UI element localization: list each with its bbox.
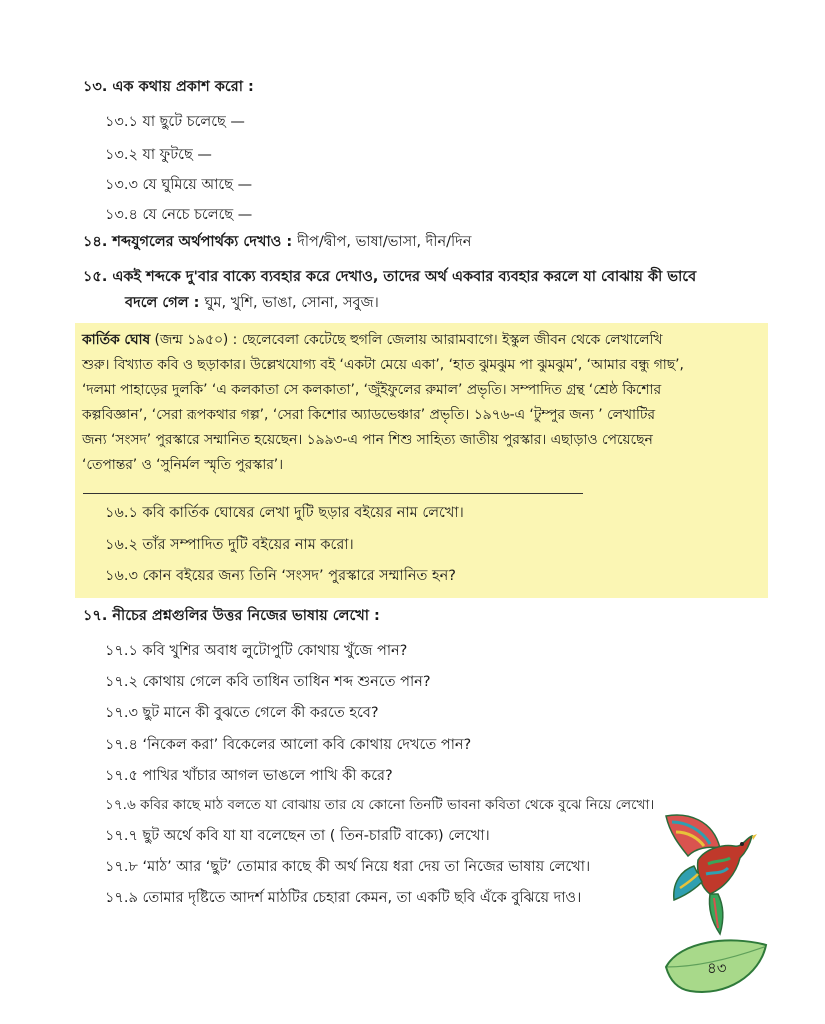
q15-words: ঘুম, খুশি, ভাঙা, সোনা, সবুজ। [204, 295, 379, 311]
q17-item-4: ১৭.৪ ‘নিকেল করা’ বিকেলের আলো কবি কোথায় দেখতে পান? [105, 737, 472, 753]
q16-item-2: ১৬.২ তাঁর সম্পাদিত দুটি বইয়ের নাম করো। [105, 537, 354, 553]
bio-author-name: কার্তিক ঘোষ [82, 332, 151, 348]
bio-line-5: জন্য ‘সংসদ’ পুরস্কারে সম্মানিত হয়েছেন। ১৯৯৩-এ পান শিশু সাহিত্য জাতীয় পুরস্কার। এছাড়াও পেয়েছেন [82, 432, 653, 448]
q13-item-3: ১৩.৩ যে ঘুমিয়ে আছে — [105, 177, 253, 193]
q16-item-3: ১৬.৩ কোন বইয়ের জন্য তিনি ‘সংসদ’ পুরস্কারে সম্মানিত হন? [105, 568, 456, 584]
q13-item-1: ১৩.১ যা ছুটে চলেছে — [105, 114, 245, 130]
bio-line-2: শুরু। বিখ্যাত কবি ও ছড়াকার। উল্লেখযোগ্য বই ‘একটা মেয়ে একা’, ‘হাত ঝুমঝুম পা ঝুমঝুম’, ‘আমার বন্ধু গাছ’, [82, 357, 684, 373]
q14-line [83, 232, 471, 252]
q17-item-3: ১৭.৩ ছুট মানে কী বুঝতে গেলে কী করতে হবে? [105, 705, 379, 721]
q17-item-2: ১৭.২ কোথায় গেলে কবি তাধিন তাধিন শব্দ শুনতে পান? [105, 674, 431, 690]
q17-item-7: ১৭.৭ ছুট অর্থে কবি যা যা বলেছেন তা ( তিন-চারটি বাক্যে) লেখো। [105, 828, 490, 844]
q17-item-8: ১৭.৮ ‘মাঠ’ আর ‘ছুট’ তোমার কাছে কী অর্থ নিয়ে ধরা দেয় তা নিজের ভাষায় লেখো। [105, 859, 591, 875]
q16-item-1: ১৬.১ কবি কার্তিক ঘোষের লেখা দুটি ছড়ার বইয়ের নাম লেখো। [105, 505, 464, 521]
q17-item-6: ১৭.৬ কবির কাছে মাঠ বলতে যা বোঝায় তার যে কোনো তিনটি ভাবনা কবিতা থেকে বুঝে নিয়ে লেখো। [105, 797, 655, 813]
q15-line-1: ১৫. একই শব্দকে দু'বার বাক্যে ব্যবহার করে দেখাও, তাদের অর্থ একবার ব্যবহার করলে যা বোঝায় কী ভাবে [83, 269, 697, 285]
bio-line-6: ‘তেপান্তর’ ও ‘সুনির্মল স্মৃতি পুরস্কার’। [82, 457, 284, 473]
q15-label: বদলে গেল : [125, 295, 200, 311]
q17-item-5: ১৭.৫ পাখির খাঁচার আগল ভাঙলে পাখি কী করে? [105, 768, 393, 784]
q17-item-9: ১৭.৯ তোমার দৃষ্টিতে আদর্শ মাঠটির চেহারা কেমন, তা একটি ছবি এঁকে বুঝিয়ে দাও। [105, 890, 582, 906]
bio-line-3: ‘দলমা পাহাড়ের দুলকি’ ‘এ কলকাতা সে কলকাতা’, ‘জুঁইফুলের রুমাল’ প্রভৃতি। সম্পাদিত গ্রন্থ ‘শ্রেষ্ঠ কিশোর [82, 382, 662, 398]
bio-divider [83, 493, 583, 494]
q14-heading: ১৪. শব্দযুগলের অর্থপার্থক্য দেখাও : [83, 234, 293, 250]
bio-line-1-rest: (জন্ম ১৯৫০) : ছেলেবেলা কেটেছে হুগলি জেলায় আরামবাগে। ইস্কুল জীবন থেকে লেখালেখি [150, 332, 663, 348]
q13-heading: ১৩. এক কথায় প্রকাশ করো : [83, 79, 254, 95]
bio-line-1 [82, 330, 762, 350]
q14-words: দীপ/দ্বীপ, ভাষা/ভাসা, দীন/দিন [297, 234, 472, 250]
bird-illustration-icon [658, 808, 758, 938]
q13-item-2: ১৩.২ যা ফুটছে — [105, 147, 212, 163]
q13-item-4: ১৩.৪ যে নেচে চলেছে — [105, 207, 253, 223]
q15-line-2 [125, 293, 379, 313]
q17-item-1: ১৭.১ কবি খুশির অবাধ লুটোপুটি কোথায় খুঁজে পান? [105, 643, 408, 659]
q17-heading: ১৭. নীচের প্রশ্নগুলির উত্তর নিজের ভাষায় লেখো : [83, 608, 380, 624]
bio-line-4: কল্পবিজ্ঞান’, ‘সেরা রূপকথার গল্প’, ‘সেরা কিশোর অ্যাডভেঞ্চার’ প্রভৃতি। ১৯৭৬-এ ‘টুম্পুর জন্য ’ লেখাটির [82, 407, 656, 423]
page-number: ৪৩ [707, 959, 727, 977]
